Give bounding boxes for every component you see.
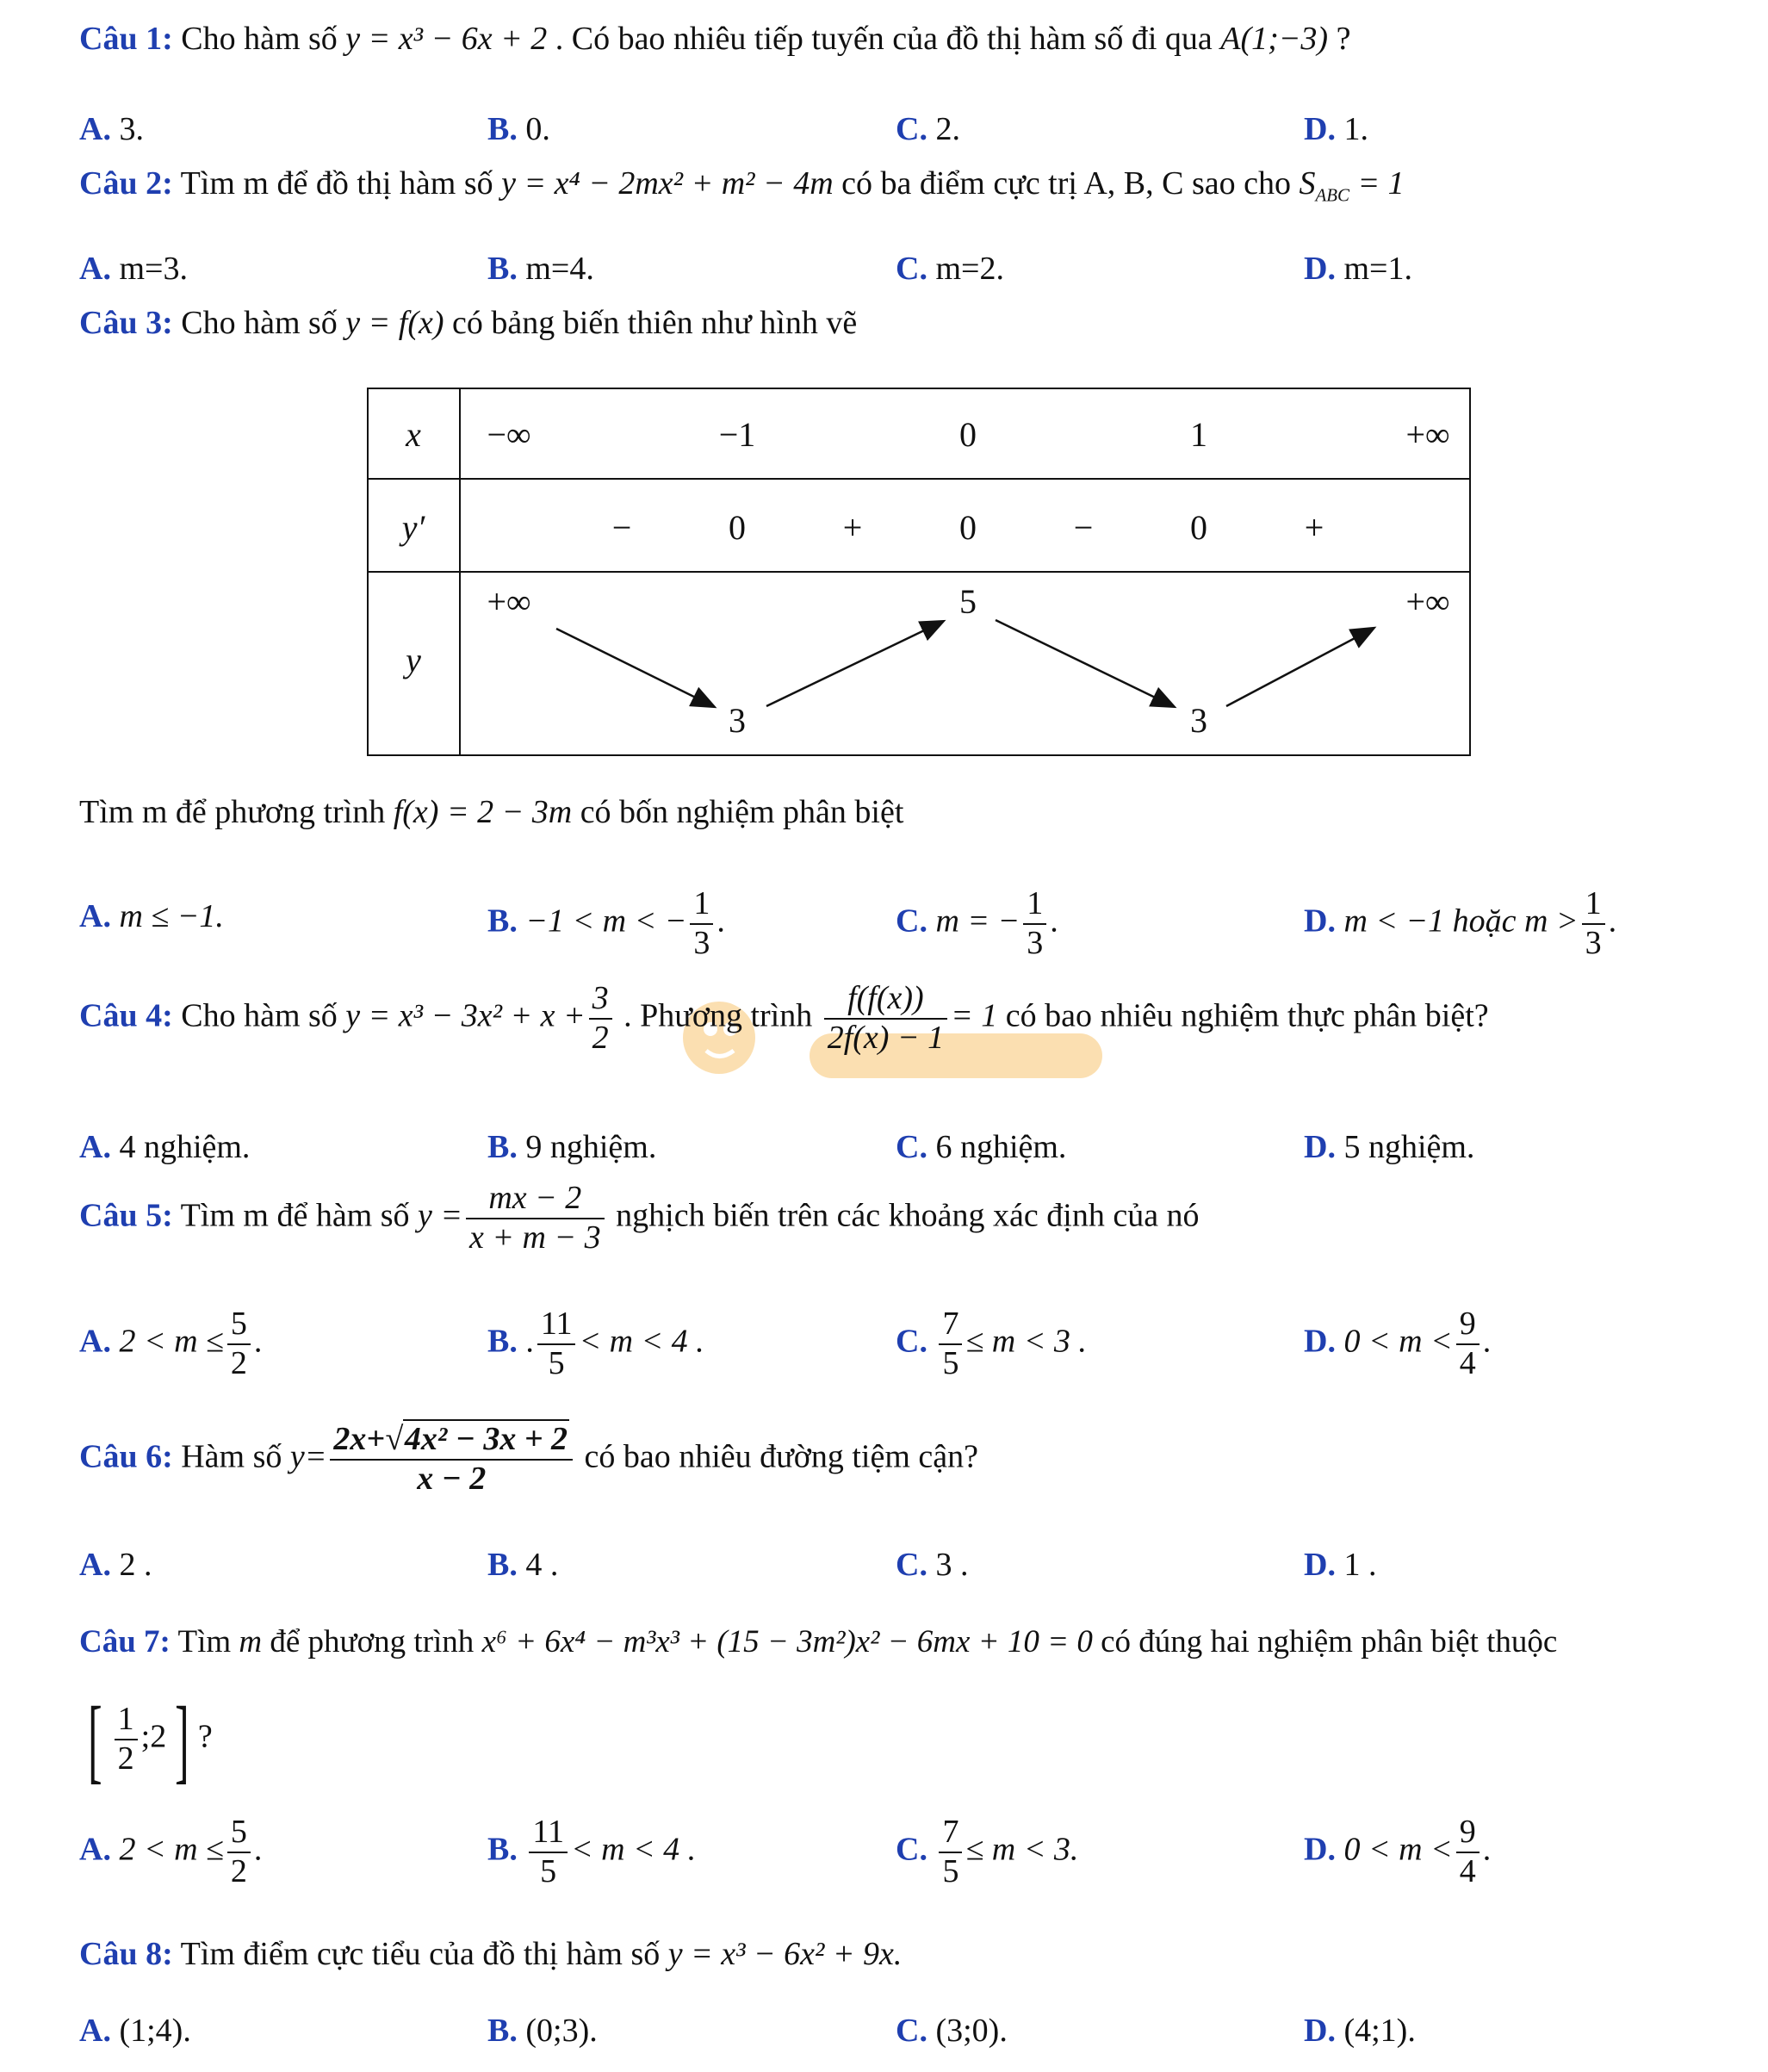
question-8 [79, 1934, 1734, 1976]
option-b[interactable]: B. (0;3). [487, 2013, 598, 2049]
x-value: 1 [1190, 415, 1207, 454]
question-text: có đúng hai nghiệm phân biệt thuộc [1101, 1624, 1558, 1659]
option-c[interactable]: C. 6 nghiệm. [896, 1129, 1067, 1165]
option-b[interactable]: B. $\frac{11}{5}$ < m < 4 . [487, 1814, 697, 1889]
option-a[interactable]: A. 2 < m ≤ $\frac{5}{2}$ . [79, 1814, 263, 1889]
formula: y = x³ − 3x² + x + [345, 997, 586, 1034]
y-value: 5 [959, 582, 977, 621]
y-value: +∞ [487, 582, 531, 621]
option-b[interactable]: B. m=4. [487, 251, 594, 287]
option-d[interactable]: D. 5 nghiệm. [1304, 1129, 1475, 1165]
fraction: $\frac{\text{2x+√4x² − 3x + 2}}{x - 2}$ [330, 1423, 573, 1497]
x-value: −1 [718, 415, 756, 454]
sign: 0 [1190, 508, 1207, 547]
question-label: Câu 1: [79, 21, 173, 57]
question-text: có bốn nghiệm phân biệt [580, 794, 904, 830]
question-text: . Có bao nhiêu tiếp tuyến của đồ thị hàm số đi qua [555, 21, 1213, 57]
question-7: Câu 7: Tìm m để phương trình x⁶ + 6x⁴ − m³x³ + (15 − 3m²)x² − 6mx + 10 = 0 có đúng hai nghiệm phân biệt thuộc [79, 1624, 1558, 1659]
option-d[interactable]: D. (4;1). [1304, 2013, 1416, 2049]
x-value: 0 [959, 415, 977, 454]
question-1 [79, 19, 1734, 60]
option-a[interactable]: A. (1;4). [79, 2013, 191, 2049]
question-text: Cho hàm số [181, 997, 338, 1034]
option-a[interactable]: A. m=3. [79, 251, 188, 287]
option-b[interactable]: B. 9 nghiệm. [487, 1129, 657, 1165]
question-6: Câu 6: Hàm số y= $\frac{\text{2x+√4x² − 3x + 2}}{x - 2}$ có bao nhiêu đường tiệm cận? [79, 1421, 978, 1497]
option-c[interactable]: C. 3 . [896, 1547, 969, 1583]
fraction: $\frac{3}{2}$ [589, 982, 612, 1056]
question-text: Tìm điểm cực tiểu của đồ thị hàm số [180, 1936, 661, 1972]
question-5: Câu 5: Tìm m để hàm số y = $\frac{mx - 2}{x + m - 3}$ nghịch biến trên các khoảng xác định của nó [79, 1180, 1200, 1256]
question-label: Câu 5: [79, 1197, 173, 1234]
question-text: để phương trình [270, 1624, 475, 1659]
option-c[interactable]: C. m=2. [896, 251, 1004, 287]
option-c[interactable]: C. $\frac{7}{5}$ ≤ m < 3. [896, 1814, 1079, 1889]
question-label: Câu 4: [79, 997, 173, 1034]
option-d[interactable]: D. 0 < m < $\frac{9}{4}$ . [1304, 1306, 1492, 1381]
y-value: +∞ [1405, 582, 1450, 621]
question-text: . Phương trình [623, 997, 813, 1034]
question-text: có bao nhiêu đường tiệm cận? [584, 1438, 978, 1475]
option-c[interactable]: C. m = − $\frac{1}{3}$ . [896, 885, 1058, 961]
question-2 [79, 164, 1734, 207]
sign: + [842, 508, 863, 547]
sign: − [611, 508, 632, 547]
question-text: có ba điểm cực trị A, B, C sao cho [841, 165, 1292, 202]
fraction: $\frac{mx - 2}{x + m - 3}$ [466, 1182, 605, 1256]
question-text: có bao nhiêu nghiệm thực phân biệt? [1005, 997, 1489, 1034]
row-label-y: y [406, 641, 421, 679]
sign: 0 [729, 508, 746, 547]
question-text: Cho hàm số [181, 305, 338, 341]
option-a[interactable]: A. 4 nghiệm. [79, 1129, 251, 1165]
formula: f(x) = 2 − 3m [393, 794, 573, 830]
arrow-increasing [766, 622, 942, 706]
option-a[interactable]: A. 3. [79, 111, 144, 147]
question-text: ? [1336, 21, 1351, 57]
y-value: 3 [729, 701, 746, 740]
equation-fraction: $\frac{f(f(x))}{2f(x) - 1}$ [824, 982, 947, 1056]
question-3-prompt [79, 792, 1734, 834]
option-a[interactable]: A. m ≤ −1. [79, 898, 224, 934]
formula: y = f(x) [345, 305, 444, 341]
sign: + [1304, 508, 1324, 547]
option-d[interactable]: D. 0 < m < $\frac{9}{4}$ . [1304, 1814, 1492, 1889]
x-value: −∞ [487, 415, 531, 454]
condition: $S_{ABC} = 1$ [1299, 165, 1405, 206]
option-c[interactable]: C. $\frac{7}{5}$ ≤ m < 3 . [896, 1306, 1087, 1381]
question-text: Tìm m để đồ thị hàm số [180, 165, 493, 202]
option-d[interactable]: D. m < −1 hoặc m > $\frac{1}{3}$ . [1304, 885, 1617, 961]
variation-table [367, 388, 1471, 756]
question-text: Tìm m để hàm số [180, 1197, 410, 1234]
question-text: Hàm số [181, 1438, 282, 1475]
formula: y = x⁴ − 2mx² + m² − 4m [501, 165, 834, 202]
sign: − [1073, 508, 1094, 547]
question-7-interval: [ $\frac{1}{2}$ ;2] ? [88, 1687, 213, 1792]
option-a[interactable]: A. 2 < m ≤ $\frac{5}{2}$ . [79, 1306, 263, 1381]
option-b[interactable]: B. . $\frac{11}{5}$ < m < 4 . [487, 1306, 704, 1381]
y-value: 3 [1190, 701, 1207, 740]
option-d[interactable]: D. 1. [1304, 111, 1368, 147]
option-b[interactable]: B. 4 . [487, 1547, 559, 1583]
option-c[interactable]: C. 2. [896, 111, 960, 147]
option-a[interactable]: A. 2 . [79, 1547, 152, 1583]
row-label-yprime: y′ [401, 508, 425, 547]
option-d[interactable]: D. 1 . [1304, 1547, 1377, 1583]
fraction: $\frac{1}{2}$ [115, 1703, 138, 1777]
question-label: Câu 8: [79, 1936, 173, 1972]
question-label: Câu 3: [79, 305, 173, 341]
row-label-x: x [406, 415, 421, 454]
question-text: nghịch biến trên các khoảng xác định của nó [616, 1197, 1200, 1234]
question-text: Tìm [177, 1624, 232, 1659]
question-label: Câu 7: [79, 1624, 171, 1659]
sign: 0 [959, 508, 977, 547]
option-b[interactable]: B. −1 < m < − $\frac{1}{3}$ . [487, 885, 725, 961]
question-label: Câu 6: [79, 1438, 173, 1475]
arrow-increasing [1226, 629, 1373, 706]
arrow-decreasing [996, 620, 1173, 706]
x-value: +∞ [1405, 415, 1450, 454]
question-text: Tìm m để phương trình [79, 794, 386, 830]
option-d[interactable]: D. m=1. [1304, 251, 1412, 287]
arrow-decreasing [556, 629, 713, 706]
question-4: Câu 4: Cho hàm số y = x³ − 3x² + x + $\frac{3}{2}$ . Phương trình $\frac{f(f(x))}{2f(x) - 1}$ = 1 có bao nhiêu nghiệm thực phân biệt? [79, 980, 1489, 1056]
question-text: có bảng biến thiên như hình vẽ [452, 305, 858, 341]
option-c[interactable]: C. (3;0). [896, 2013, 1008, 2049]
question-label: Câu 2: [79, 165, 173, 202]
formula: y = x³ − 6x + 2 [345, 21, 548, 57]
question-text: Cho hàm số [181, 21, 338, 57]
formula: y = x³ − 6x² + 9x. [667, 1936, 903, 1972]
option-b[interactable]: B. 0. [487, 111, 550, 147]
point: A(1;−3) [1220, 21, 1329, 57]
question-3 [79, 303, 1734, 344]
formula: x⁶ + 6x⁴ − m³x³ + (15 − 3m²)x² − 6mx + 10 = 0 [481, 1624, 1093, 1659]
